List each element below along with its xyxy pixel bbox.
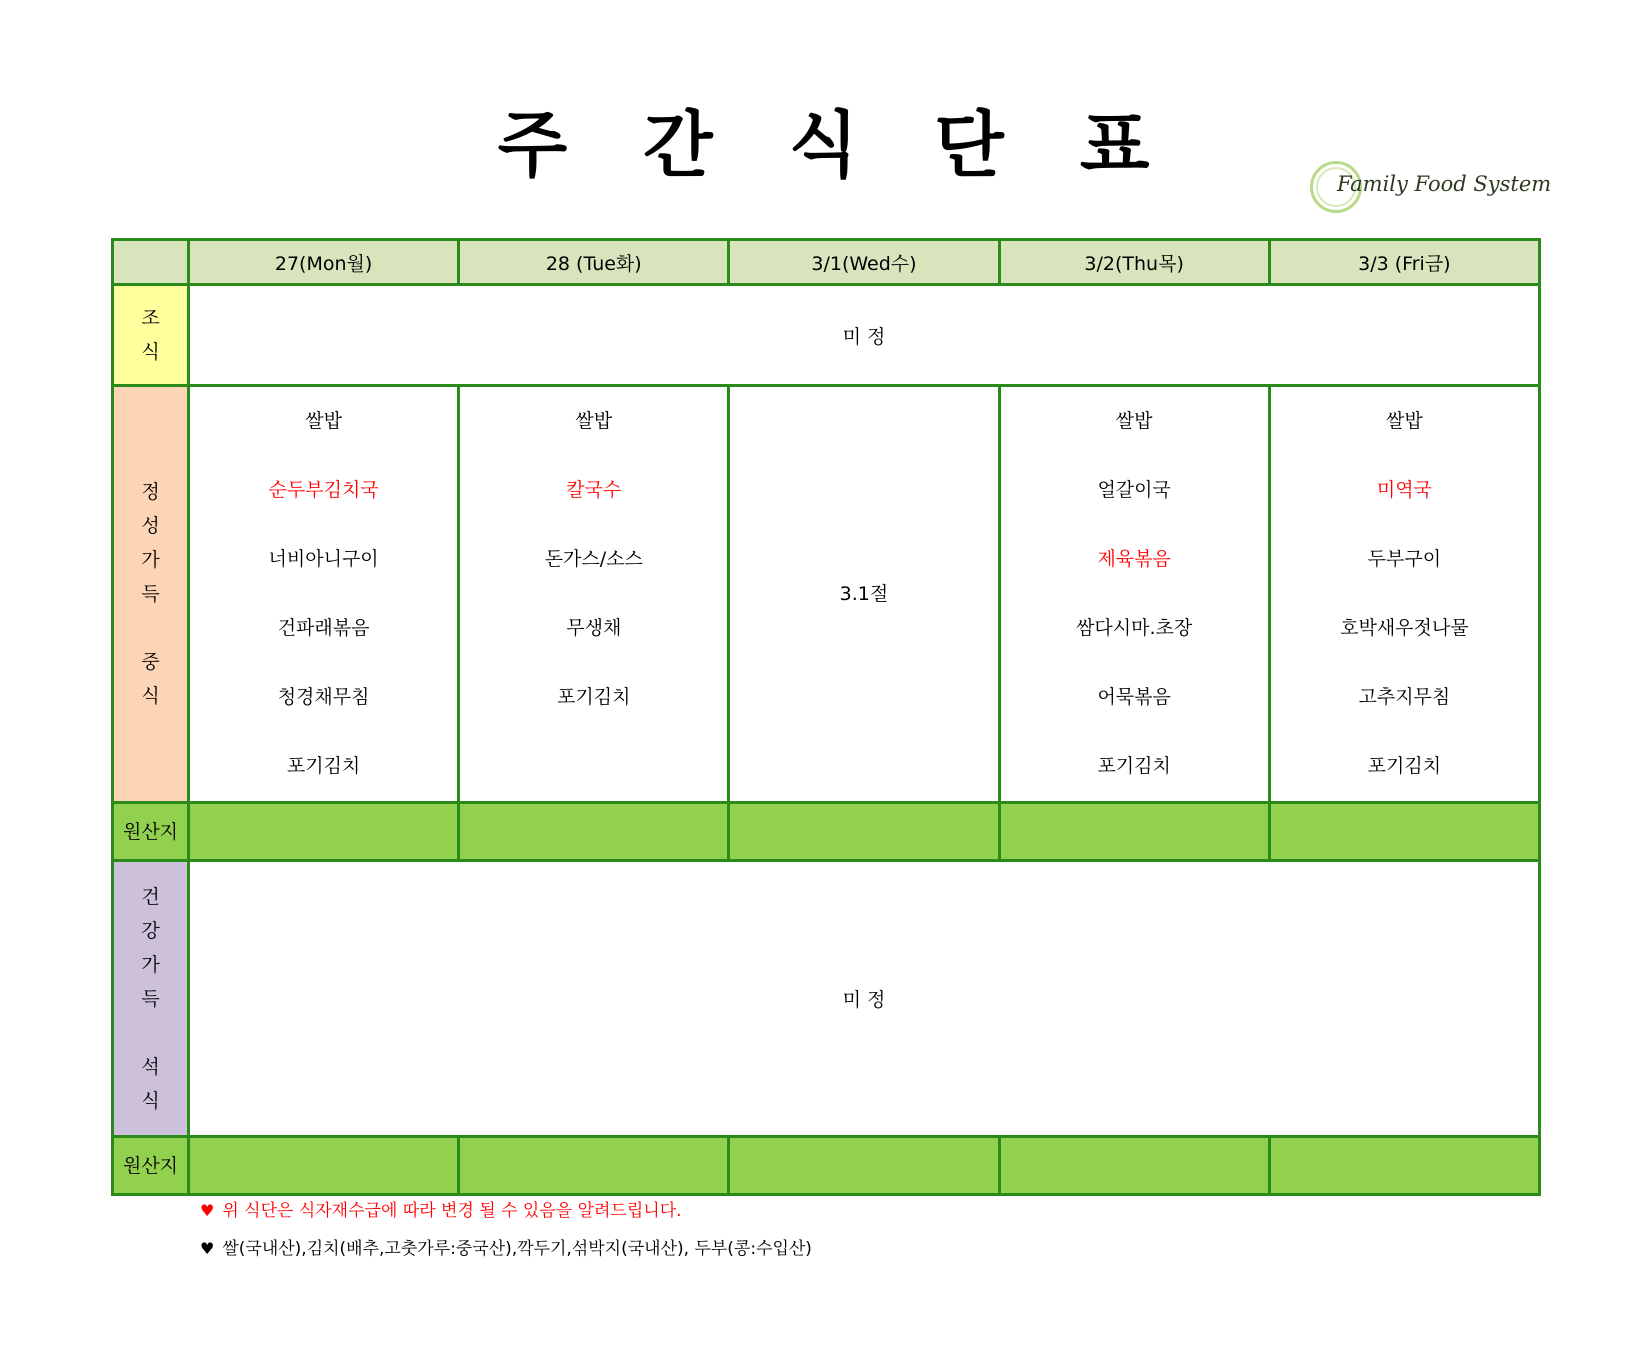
label-char: 조: [141, 307, 160, 329]
label-char: 중: [141, 651, 160, 673]
dinner-label: [113, 861, 189, 1137]
lunch-menu-cell: [189, 386, 459, 803]
breakfast-row: [113, 285, 1540, 386]
menu-item: 포기김치: [1097, 755, 1171, 777]
menu-item: 두부구이: [1367, 548, 1442, 570]
lunch-menu-cell: [1269, 386, 1539, 803]
label-char: 식: [141, 1089, 160, 1112]
corner-cell: [113, 240, 189, 285]
title-char: 식: [788, 103, 859, 187]
label-char: 식: [141, 341, 160, 363]
origin-text: 쌀(국내산),김치(배추,고춧가루:중국산),깍두기,섞박지(국내산), 두부(콩:수입산): [222, 1239, 812, 1259]
menu-change-notice: [200, 1196, 682, 1221]
lunch-origin-row: [113, 803, 1540, 861]
heart-icon: ♥: [200, 1239, 215, 1258]
menu-item: 얼갈이국: [1097, 479, 1171, 501]
day-header-row: [113, 240, 1540, 285]
day-header: 3/2(Thu목): [999, 240, 1269, 285]
label-char: 강: [141, 919, 160, 942]
breakfast-label: [113, 285, 189, 386]
lunch-menu-cell: [729, 386, 999, 803]
lunch-row: [113, 386, 1540, 803]
label-char: 식: [141, 685, 160, 707]
origin-cell: [729, 1137, 999, 1195]
label-char: [114, 611, 187, 645]
menu-item: 제육볶음: [1097, 548, 1171, 570]
menu-item: 쌀밥: [305, 410, 342, 432]
menu-item: 호박새우젓나물: [1340, 617, 1469, 639]
origin-label: 원산지: [113, 1137, 189, 1195]
origin-cell: [999, 803, 1269, 861]
origin-cell: [999, 1137, 1269, 1195]
label-char: 성: [141, 515, 160, 537]
dinner-origin-row: [113, 1137, 1540, 1195]
origin-cell: [189, 1137, 459, 1195]
heart-icon: ♥: [200, 1201, 215, 1220]
title-char: 단: [934, 103, 1004, 187]
brand-logo: [1305, 158, 1552, 218]
dinner-row: [113, 861, 1540, 1137]
menu-item: 어묵볶음: [1097, 686, 1171, 708]
menu-item: 쌈다시마.초장: [1076, 617, 1193, 639]
menu-item: 쌀밥: [1115, 410, 1153, 432]
lunch-menu-cell: [999, 386, 1269, 803]
day-header: 28 (Tue화): [459, 240, 729, 285]
lunch-label: [113, 386, 189, 803]
title-char: 표: [1079, 103, 1150, 187]
menu-item: 순두부김치국: [268, 479, 379, 501]
menu-item: 미역국: [1376, 479, 1432, 501]
menu-item: 포기김치: [1367, 755, 1442, 777]
menu-item: 포기김치: [557, 686, 631, 708]
label-char: 득: [141, 583, 160, 605]
label-char: 가: [141, 549, 160, 571]
origin-label: 원산지: [113, 803, 189, 861]
label-char: 석: [141, 1055, 160, 1078]
label-char: 득: [141, 987, 160, 1010]
label-char: [114, 1016, 187, 1050]
origin-cell: [729, 803, 999, 861]
logo-text: Family Food System: [1337, 172, 1552, 196]
origin-cell: [1269, 1137, 1539, 1195]
origin-notice: [200, 1234, 812, 1259]
menu-item: 쌀밥: [1386, 410, 1423, 432]
origin-cell: [1269, 803, 1539, 861]
breakfast-content: 미 정: [189, 285, 1540, 386]
day-header: 3/3 (Fri금): [1269, 240, 1539, 285]
label-char: 정: [141, 481, 160, 503]
menu-item: 무생채: [566, 617, 622, 639]
menu-item: 포기김치: [286, 755, 361, 777]
menu-item: 너비아니구이: [268, 548, 379, 570]
origin-cell: [459, 1137, 729, 1195]
notice-text: 위 식단은 식자재수급에 따라 변경 될 수 있음을 알려드립니다.: [222, 1201, 682, 1221]
menu-item: 칼국수: [566, 479, 622, 501]
lunch-menu-cell: [459, 386, 729, 803]
menu-item: 3.1절: [839, 582, 889, 605]
origin-cell: [189, 803, 459, 861]
menu-item: 돈가스/소스: [544, 548, 643, 570]
day-header: 3/1(Wed수): [729, 240, 999, 285]
title-char: 주: [497, 103, 568, 187]
label-char: 건: [141, 885, 160, 908]
weekly-menu-table: [111, 238, 1541, 1196]
dinner-content: 미 정: [189, 861, 1540, 1137]
title-char: 간: [643, 103, 713, 187]
day-header: 27(Mon월): [189, 240, 459, 285]
menu-item: 쌀밥: [575, 410, 613, 432]
menu-item: 고추지무침: [1358, 686, 1451, 708]
origin-cell: [459, 803, 729, 861]
menu-item: 건파래볶음: [277, 617, 370, 639]
menu-item: 청경채무침: [277, 686, 370, 708]
label-char: 가: [141, 953, 160, 976]
